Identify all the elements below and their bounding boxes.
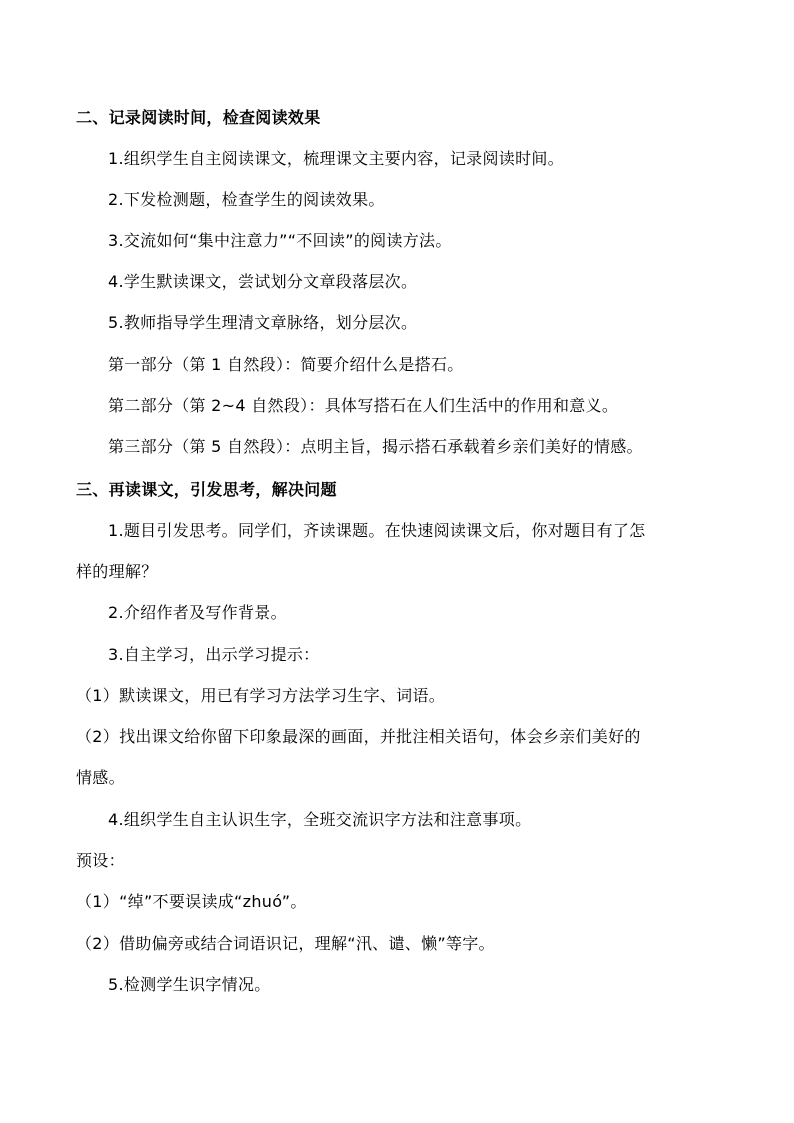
section-heading-reread-text: 三、再读课文，引发思考，解决问题 (76, 480, 337, 499)
paragraph-item-1: 1.组织学生自主阅读课文，梳理课文主要内容，记录阅读时间。 (108, 149, 564, 168)
paragraph-item-4: 4.学生默读课文，尝试划分文章段落层次。 (108, 272, 418, 291)
preset-label: 预设： (76, 851, 125, 870)
paragraph-item-5-check: 5.检测学生识字情况。 (108, 975, 271, 994)
part-two-summary: 第二部分（第 2~4 自然段）：具体写搭石在人们生活中的作用和意义。 (108, 396, 619, 415)
part-one-summary: 第一部分（第 1 自然段）：简要介绍什么是搭石。 (108, 355, 464, 374)
paragraph-item-4-characters: 4.组织学生自主认识生字，全班交流识字方法和注意事项。 (108, 810, 532, 829)
paragraph-item-2-author: 2.介绍作者及写作背景。 (108, 603, 287, 622)
paragraph-item-1-line-1: 1.题目引发思考。同学们，齐读课题。在快速阅读课文后，你对题目有了怎 (108, 521, 646, 540)
paragraph-item-3-self-study: 3.自主学习，出示学习提示： (108, 645, 320, 664)
paragraph-item-5: 5.教师指导学生理清文章脉络，划分层次。 (108, 313, 418, 332)
study-tip-2-line-1: （2）找出课文给你留下印象最深的画面，并批注相关语句，体会乡亲们美好的 (76, 727, 641, 746)
preset-1: （1）“绰”不要误读成“zhuó”。 (76, 892, 307, 911)
section-heading-record-reading-time: 二、记录阅读时间，检查阅读效果 (76, 108, 321, 127)
paragraph-item-1-line-2: 样的理解？ (76, 562, 158, 581)
paragraph-item-3: 3.交流如何“集中注意力”“不回读”的阅读方法。 (108, 231, 452, 250)
study-tip-2-line-2: 情感。 (76, 768, 125, 787)
part-three-summary: 第三部分（第 5 自然段）：点明主旨，揭示搭石承载着乡亲们美好的情感。 (108, 437, 643, 456)
study-tip-1: （1）默读课文，用已有学习方法学习生字、词语。 (76, 686, 446, 705)
preset-2: （2）借助偏旁或结合词语识记，理解“汛、谴、懒”等字。 (76, 934, 495, 953)
paragraph-item-2: 2.下发检测题，检查学生的阅读效果。 (108, 190, 385, 209)
